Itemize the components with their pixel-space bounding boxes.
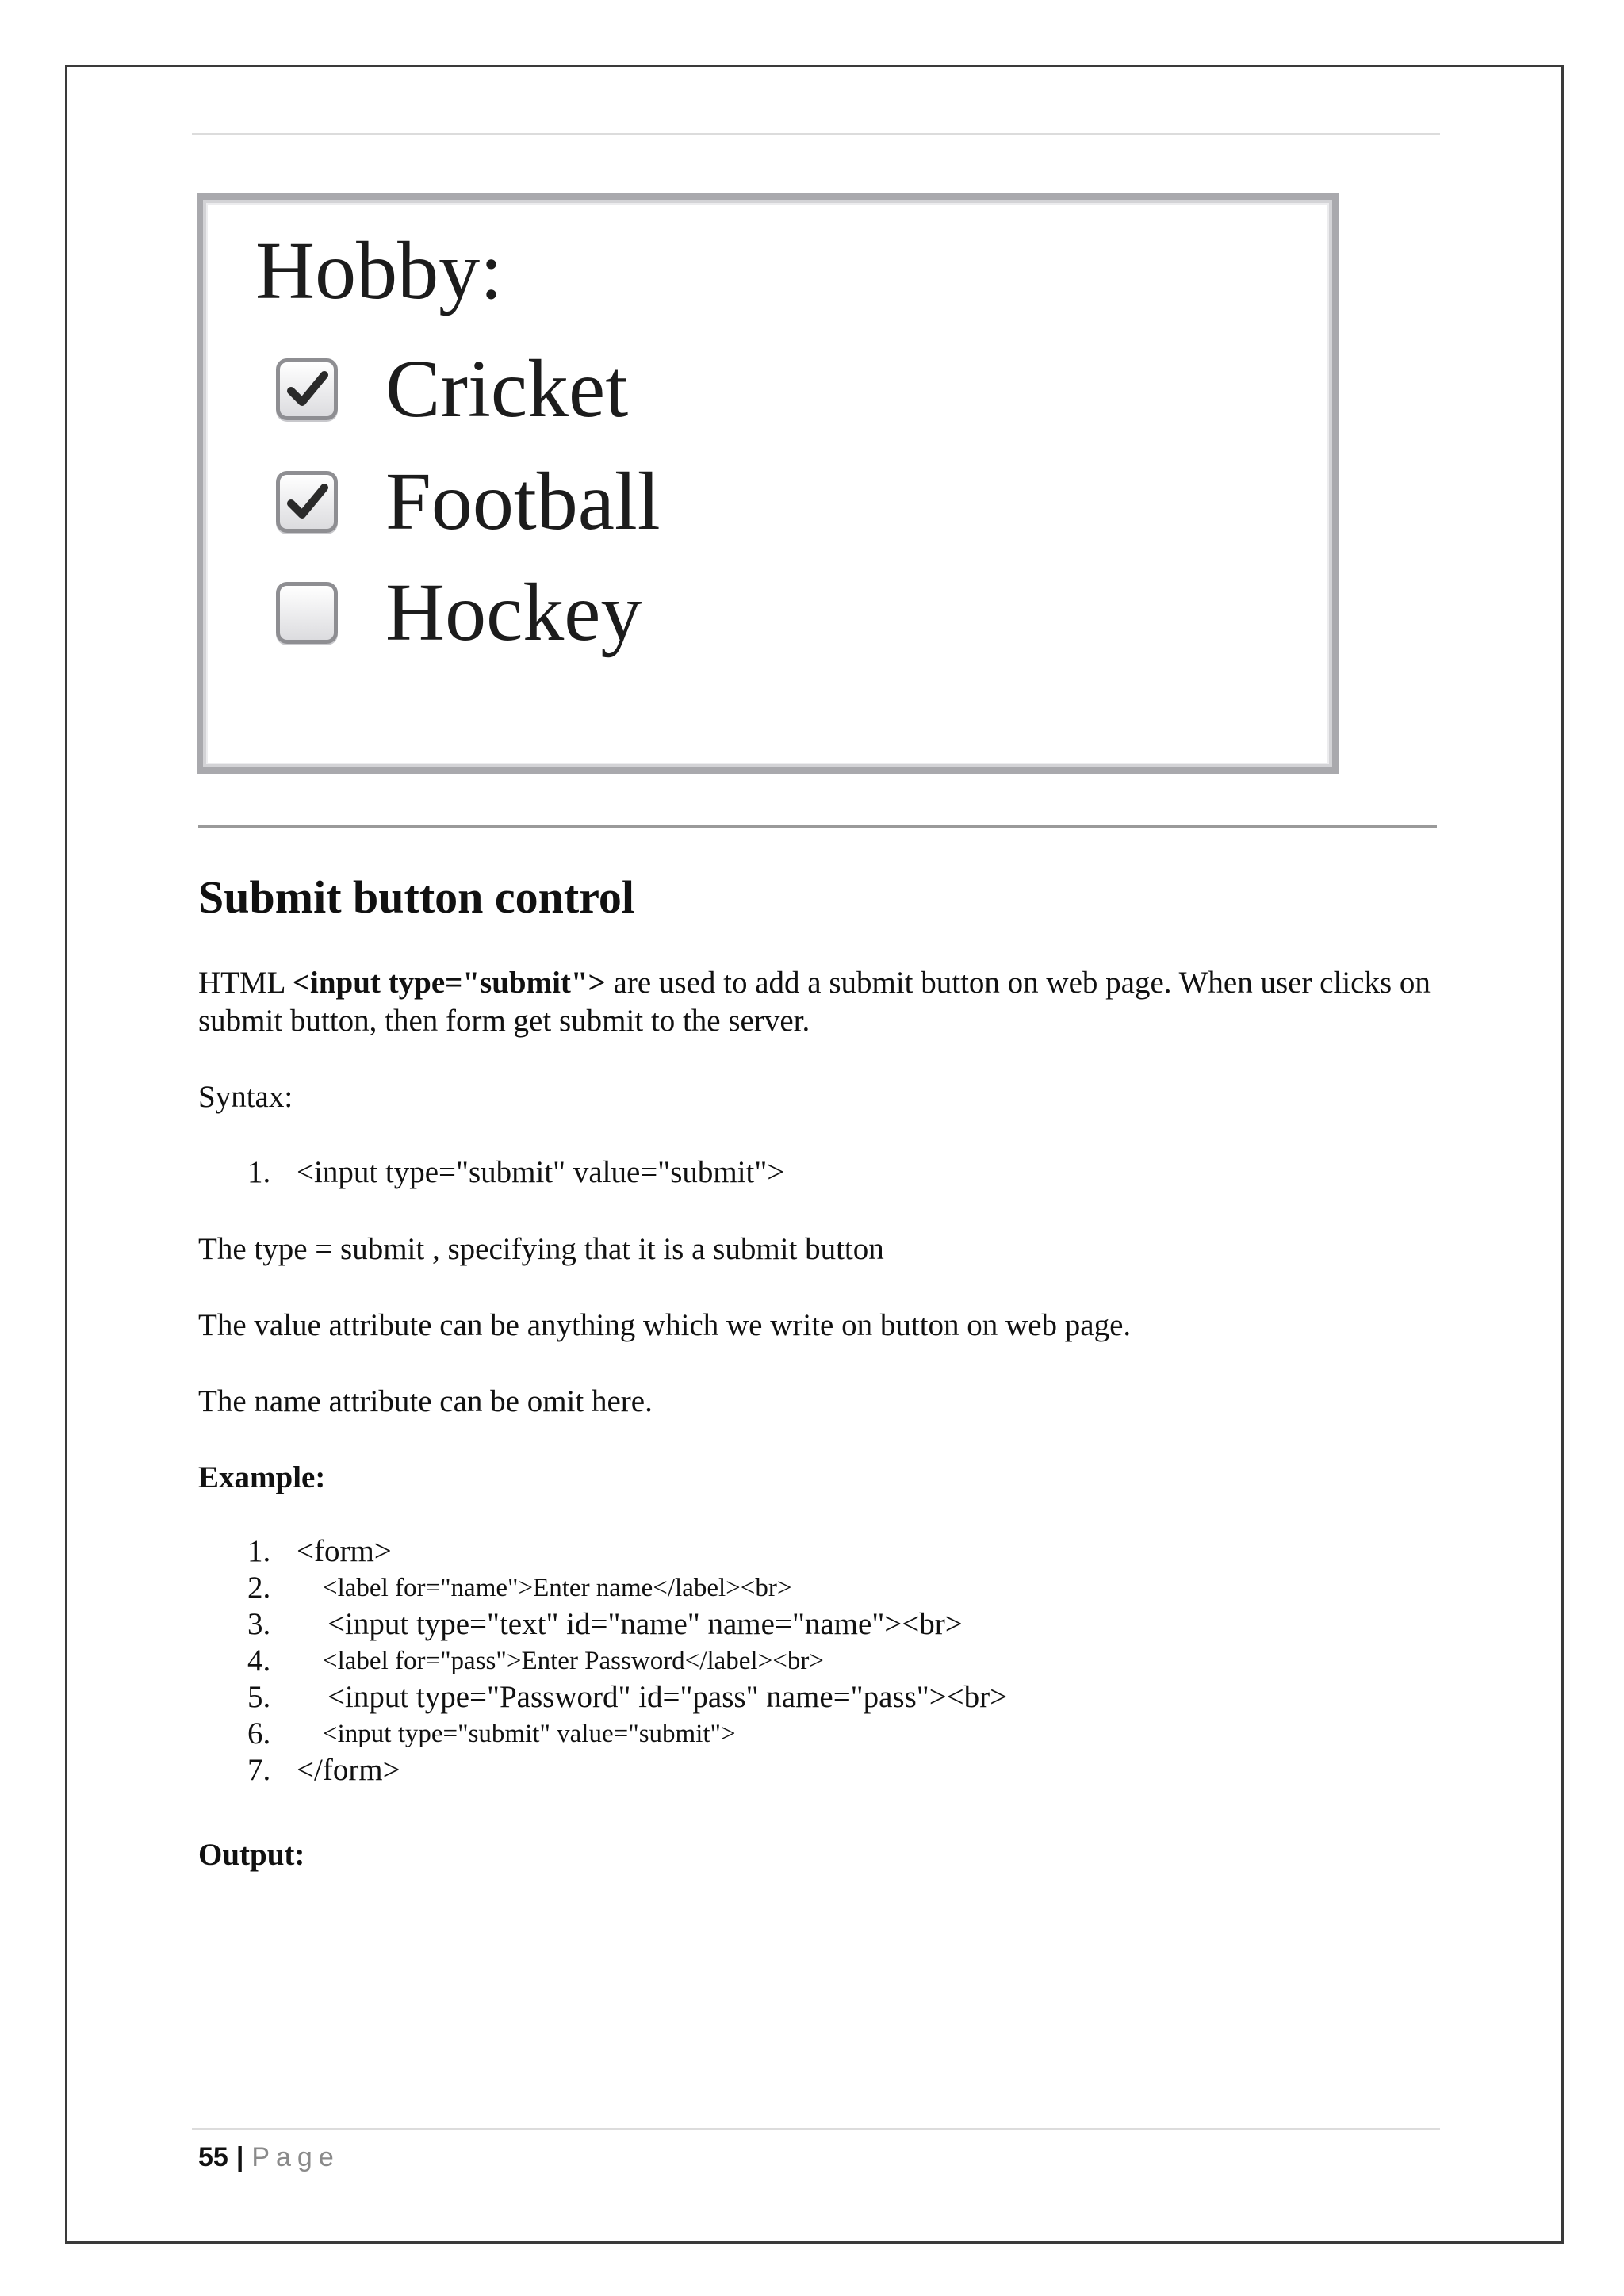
line-number: 1.	[247, 1534, 271, 1568]
code-text: </form>	[297, 1753, 400, 1787]
note-value: The value attribute can be anything which we write on button on web page.	[198, 1308, 1132, 1342]
line-number: 7.	[247, 1753, 271, 1787]
section-divider	[198, 825, 1437, 828]
page-label: Page	[251, 2142, 340, 2172]
note-name: The name attribute can be omit here.	[198, 1384, 653, 1418]
line-number: 6.	[247, 1716, 271, 1751]
code-line	[198, 1154, 784, 1191]
hobby-title: Hobby:	[255, 225, 503, 316]
code-text: <input type="text" id="name" name="name"><br>	[297, 1607, 963, 1641]
footer-rule	[192, 2128, 1440, 2130]
code-text: <input type="submit" value="submit">	[297, 1155, 785, 1189]
section-heading: Submit button control	[198, 871, 635, 923]
page-number: 55	[198, 2142, 228, 2172]
header-rule	[192, 133, 1440, 135]
code-text: <label for="pass">Enter Password</label><br>	[297, 1647, 824, 1675]
checkbox-checked-icon	[276, 358, 338, 420]
code-text: <label for="name">Enter name</label><br>	[297, 1574, 792, 1602]
hobby-option-cricket	[276, 343, 629, 434]
code-line	[198, 1533, 1007, 1570]
intro-prefix: HTML	[198, 966, 293, 1000]
footer-separator: |	[236, 2142, 244, 2172]
line-number: 4.	[247, 1644, 271, 1678]
intro-suffix: are used to add a submit button on web page. When user clicks on submit button, then form get submit to the server.	[198, 966, 1431, 1038]
note-type: The type = submit , specifying that it is a submit button	[198, 1232, 884, 1266]
code-line	[198, 1752, 1007, 1789]
example-code-list	[198, 1533, 1007, 1789]
code-text: <input type="Password" id="pass" name="pass"><br>	[297, 1680, 1008, 1714]
checkbox-checked-icon	[276, 471, 338, 533]
hobby-option-label: Football	[385, 456, 661, 547]
hobby-option-football	[276, 458, 661, 545]
page-footer	[198, 2144, 340, 2171]
syntax-code-list	[198, 1154, 784, 1191]
hobby-figure	[197, 193, 1339, 774]
line-number: 5.	[247, 1680, 271, 1714]
code-line	[198, 1679, 1007, 1716]
hobby-option-label: Hockey	[385, 567, 642, 658]
code-line	[198, 1716, 1007, 1752]
code-line	[198, 1643, 1007, 1679]
line-number: 3.	[247, 1607, 271, 1641]
hobby-option-label: Cricket	[385, 343, 629, 434]
example-label: Example:	[198, 1460, 326, 1494]
line-number: 1.	[247, 1155, 271, 1189]
code-text: <input type="submit" value="submit">	[297, 1720, 736, 1748]
code-text: <form>	[297, 1534, 392, 1568]
syntax-label: Syntax:	[198, 1080, 293, 1114]
code-line	[198, 1606, 1007, 1643]
hobby-option-hockey	[276, 569, 642, 656]
code-line	[198, 1570, 1007, 1606]
line-number: 2.	[247, 1571, 271, 1605]
output-label: Output:	[198, 1838, 305, 1872]
intro-code: <input type="submit">	[292, 966, 606, 1000]
checkbox-unchecked-icon	[276, 582, 338, 644]
intro-paragraph	[198, 964, 1451, 1040]
